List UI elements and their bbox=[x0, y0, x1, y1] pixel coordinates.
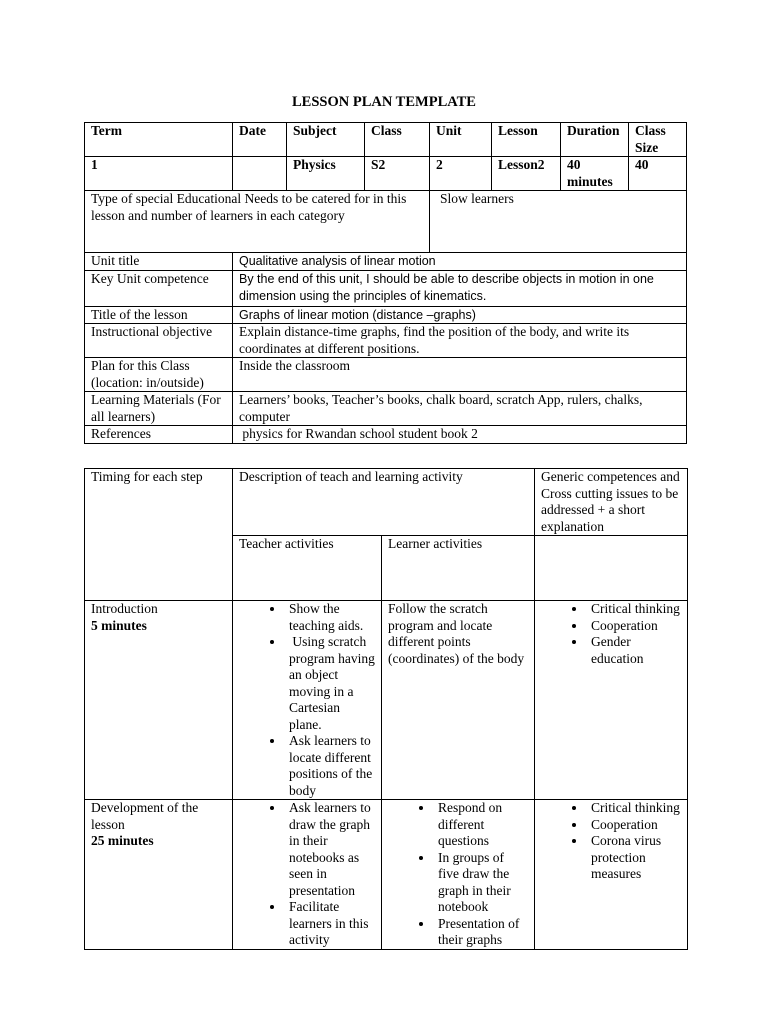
subject-value: Physics bbox=[287, 157, 365, 191]
unit-title-value: Qualitative analysis of linear motion bbox=[233, 253, 687, 271]
teacher-activity-list bbox=[239, 601, 379, 799]
date-value bbox=[233, 157, 287, 191]
key-unit-competence-value: By the end of this unit, I should be able to describe objects in motion in one dimension using the principles of kinematics. bbox=[233, 270, 687, 306]
duration-header: Duration bbox=[561, 123, 629, 157]
competence-list bbox=[541, 601, 681, 667]
detail-row bbox=[85, 426, 687, 444]
description-header: Description of teach and learning activity bbox=[233, 469, 535, 536]
list-item: • Ask learners to locate different positions of the body bbox=[285, 733, 375, 799]
step-name: Development of the lesson bbox=[91, 800, 199, 832]
class-plan-value: Inside the classroom bbox=[233, 358, 687, 392]
references-label: References bbox=[85, 426, 233, 444]
list-item: • Gender education bbox=[587, 634, 681, 667]
list-item: • Facilitate learners in this activity bbox=[285, 899, 375, 949]
learning-materials-label: Learning Materials (For all learners) bbox=[85, 392, 233, 426]
subject-header: Subject bbox=[287, 123, 365, 157]
info-value-row bbox=[85, 157, 687, 191]
list-item: • Respond on different questions bbox=[434, 800, 528, 850]
learner-activities-header: Learner activities bbox=[382, 536, 535, 601]
class-size-value: 40 bbox=[629, 157, 687, 191]
introduction-competences-cell bbox=[535, 601, 688, 800]
competences-subheader-cell bbox=[535, 536, 688, 601]
info-header-row bbox=[85, 123, 687, 157]
introduction-timing-cell bbox=[85, 601, 233, 800]
detail-row bbox=[85, 253, 687, 271]
detail-row bbox=[85, 392, 687, 426]
page-title: LESSON PLAN TEMPLATE bbox=[292, 94, 476, 110]
development-competences-cell bbox=[535, 800, 688, 950]
special-needs-value: Slow learners bbox=[430, 191, 687, 253]
references-value: physics for Rwandan school student book 2 bbox=[233, 426, 687, 444]
step-duration: 25 minutes bbox=[91, 833, 154, 848]
development-teacher-cell bbox=[233, 800, 382, 950]
teacher-activities-header: Teacher activities bbox=[233, 536, 382, 601]
introduction-row bbox=[85, 601, 688, 800]
list-item: • Cooperation bbox=[587, 817, 681, 834]
list-item: • Presentation of their graphs bbox=[434, 916, 528, 949]
class-value: S2 bbox=[365, 157, 430, 191]
term-value: 1 bbox=[85, 157, 233, 191]
detail-row bbox=[85, 270, 687, 306]
special-needs-label: Type of special Educational Needs to be catered for in this lesson and number of learners in each category bbox=[85, 191, 430, 253]
lesson-title-label: Title of the lesson bbox=[85, 306, 233, 324]
development-learner-cell bbox=[382, 800, 535, 950]
list-item: • Critical thinking bbox=[587, 601, 681, 618]
list-item: • Using scratch program having an object moving in a Cartesian plane. bbox=[285, 634, 375, 733]
class-size-header: Class Size bbox=[629, 123, 687, 157]
detail-row bbox=[85, 306, 687, 324]
lesson-title-value: Graphs of linear motion (distance –graphs) bbox=[233, 306, 687, 324]
key-unit-competence-label: Key Unit competence bbox=[85, 270, 233, 306]
list-item: • In groups of five draw the graph in their notebook bbox=[434, 850, 528, 916]
timing-header: Timing for each step bbox=[85, 469, 233, 601]
development-row bbox=[85, 800, 688, 950]
duration-value: 40 minutes bbox=[561, 157, 629, 191]
learning-materials-value: Learners’ books, Teacher’s books, chalk board, scratch App, rulers, chalks, computer bbox=[233, 392, 687, 426]
activity-table bbox=[84, 468, 688, 950]
teacher-activity-list bbox=[239, 800, 375, 949]
class-header: Class bbox=[365, 123, 430, 157]
development-timing-cell bbox=[85, 800, 233, 950]
list-item: • Show the teaching aids. bbox=[285, 601, 375, 634]
introduction-teacher-cell bbox=[233, 601, 382, 800]
instructional-objective-value: Explain distance-time graphs, find the position of the body, and write its coordinates at different positions. bbox=[233, 324, 687, 358]
detail-row bbox=[85, 324, 687, 358]
term-header: Term bbox=[85, 123, 233, 157]
lesson-header: Lesson bbox=[492, 123, 561, 157]
special-needs-row bbox=[85, 191, 687, 253]
date-header: Date bbox=[233, 123, 287, 157]
lesson-info-table bbox=[84, 122, 687, 444]
class-plan-label: Plan for this Class (location: in/outside) bbox=[85, 358, 233, 392]
unit-header: Unit bbox=[430, 123, 492, 157]
detail-row bbox=[85, 358, 687, 392]
competence-list bbox=[541, 800, 681, 883]
step-duration: 5 minutes bbox=[91, 617, 147, 633]
introduction-learner-cell: Follow the scratch program and locate different points (coordinates) of the body bbox=[382, 601, 535, 800]
unit-title-label: Unit title bbox=[85, 253, 233, 271]
list-item: • Cooperation bbox=[587, 618, 681, 635]
activity-header-row bbox=[85, 469, 688, 536]
instructional-objective-label: Instructional objective bbox=[85, 324, 233, 358]
list-item: • Corona virus protection measures bbox=[587, 833, 681, 883]
lesson-value: Lesson2 bbox=[492, 157, 561, 191]
list-item: • Ask learners to draw the graph in their notebooks as seen in presentation bbox=[285, 800, 375, 899]
step-name: Introduction bbox=[91, 601, 158, 616]
learner-activity-list bbox=[388, 800, 528, 949]
list-item: • Critical thinking bbox=[587, 800, 681, 817]
unit-value: 2 bbox=[430, 157, 492, 191]
competences-header: Generic competences and Cross cutting issues to be addressed + a short explanation bbox=[535, 469, 688, 536]
